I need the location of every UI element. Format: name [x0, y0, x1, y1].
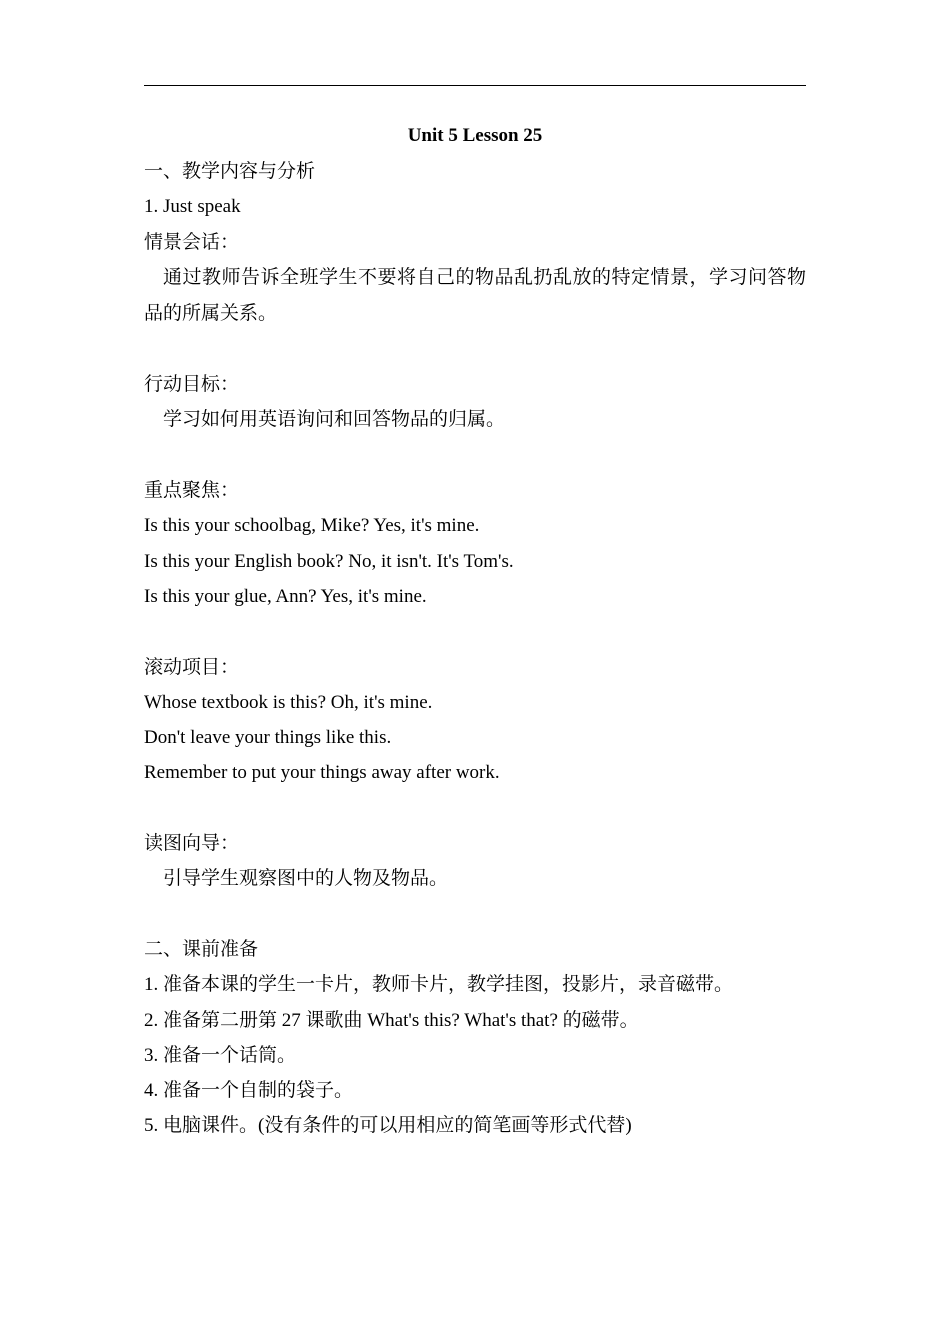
goal-label: 行动目标：	[144, 374, 240, 396]
rolling-line: Remember to put your things away after work.	[144, 762, 500, 784]
spacer	[144, 897, 806, 932]
spacer	[144, 332, 806, 367]
document-title: Unit 5 Lesson 25	[407, 125, 543, 146]
goal-paragraph: 学习如何用英语询问和回答物品的归属。	[163, 409, 506, 431]
spacer	[144, 791, 806, 826]
document-body	[144, 118, 806, 1144]
prep-item: 5. 电脑课件。(没有条件的可以用相应的简笔画等形式代替)	[144, 1115, 632, 1137]
focus-line: Is this your glue, Ann? Yes, it's mine.	[144, 585, 427, 607]
focus-line: Is this your schoolbag, Mike? Yes, it's mine.	[144, 515, 480, 537]
rolling-label: 滚动项目：	[144, 656, 240, 678]
spacer	[144, 438, 806, 473]
scene-paragraph: 通过教师告诉全班学生不要将自己的物品乱扔乱放的特定情景，学习问答物品的所属关系。	[144, 266, 806, 324]
reading-label: 读图向导：	[144, 833, 240, 855]
subheading-just-speak: 1. Just speak	[144, 196, 241, 218]
prep-item: 2. 准备第二册第 27 课歌曲 What's this? What's that? 的磁带。	[144, 1009, 639, 1031]
prep-item: 1. 准备本课的学生一卡片，教师卡片，教学挂图，投影片，录音磁带。	[144, 974, 734, 996]
section-heading-preparation: 二、课前准备	[144, 938, 259, 960]
header-rule	[144, 85, 806, 86]
scene-label: 情景会话：	[144, 231, 240, 253]
prep-item: 3. 准备一个话筒。	[144, 1044, 297, 1066]
rolling-line: Whose textbook is this? Oh, it's mine.	[144, 691, 433, 713]
rolling-line: Don't leave your things like this.	[144, 727, 392, 749]
focus-label: 重点聚焦：	[144, 480, 240, 502]
spacer	[144, 614, 806, 649]
focus-line: Is this your English book? No, it isn't. It's Tom's.	[144, 550, 514, 572]
section-heading-content-analysis: 一、教学内容与分析	[144, 161, 316, 182]
reading-paragraph: 引导学生观察图中的人物及物品。	[163, 868, 449, 890]
prep-item: 4. 准备一个自制的袋子。	[144, 1080, 354, 1102]
